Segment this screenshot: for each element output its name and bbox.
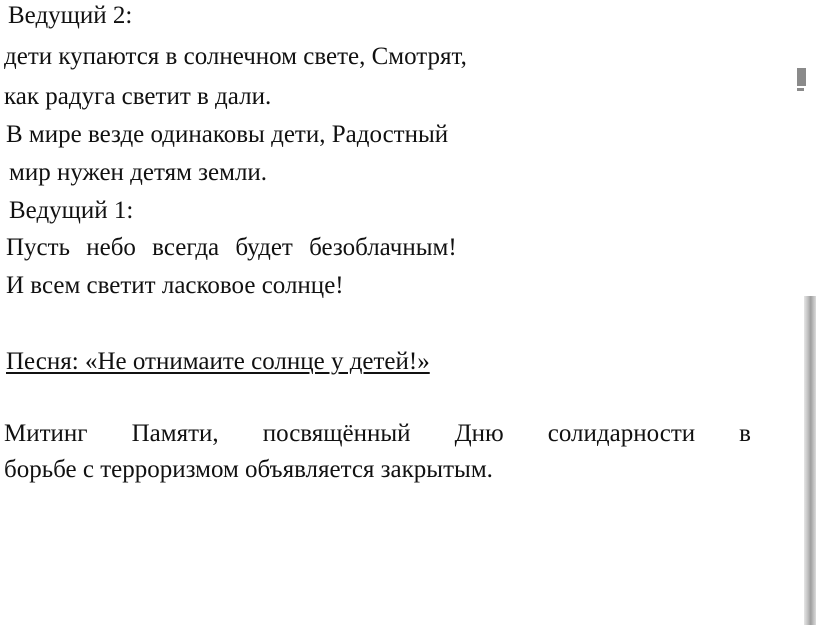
scan-mark [797,68,806,86]
verse-line-3: В мире везде одинаковы дети, Радостный [6,121,449,148]
page-edge-shadow [804,296,816,625]
speaker-label-2: Ведущий 2: [8,2,133,29]
closing-line-1: Митинг Памяти, посвящённый Дню солидарности в [4,420,751,447]
speaker-label-1: Ведущий 1: [9,197,134,224]
wish-line-2: И всем светит ласковое солнце! [6,272,344,299]
verse-line-2: как радуга светит в дали. [4,83,272,110]
scan-mark-small [797,88,804,91]
verse-line-4: мир нужен детям земли. [9,159,268,186]
closing-line-2: борьбе с терроризмом объявляется закрытым. [4,456,493,483]
verse-line-1: дети купаются в солнечном свете, Смотрят, [4,43,467,70]
song-title: Песня: «Не отнимаите солнце у детей!» [6,348,430,375]
wish-line-1: Пусть небо всегда будет безоблачным! [6,234,457,261]
